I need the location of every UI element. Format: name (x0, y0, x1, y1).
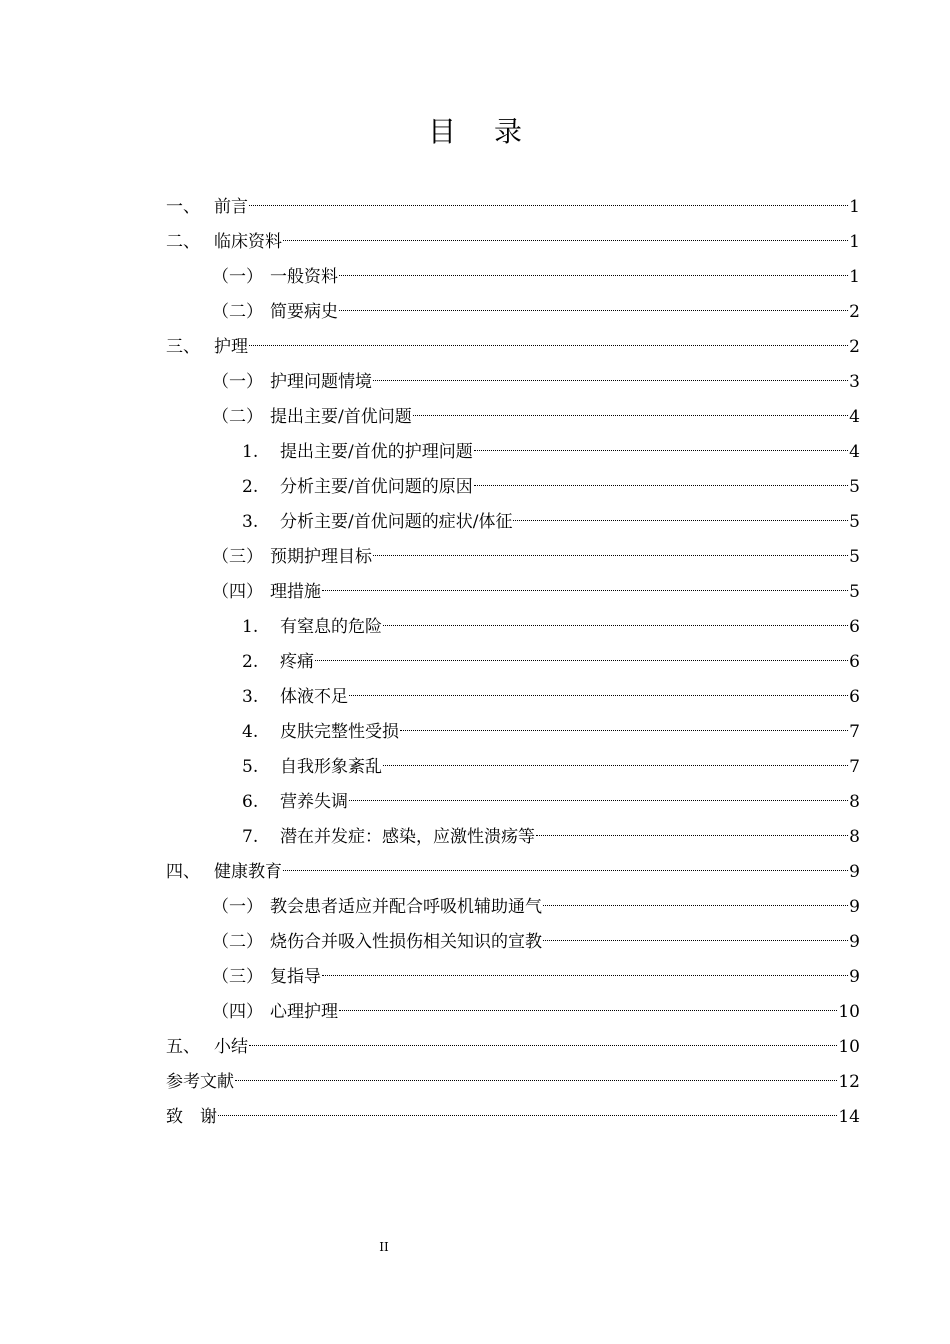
toc-entry[interactable] (166, 645, 860, 680)
toc-entry-title: 潜在并发症：感染，应激性溃疡等 (280, 827, 535, 847)
toc-entry-number: （四） (212, 1002, 263, 1022)
toc-entry[interactable] (166, 855, 860, 890)
dot-leader (349, 695, 848, 696)
toc-entry[interactable] (166, 330, 860, 365)
toc-entry-number: 5. (242, 757, 259, 777)
toc-entry-title: 烧伤合并吸入性损伤相关知识的宣教 (270, 932, 542, 952)
toc-entry-page: 9 (849, 932, 860, 952)
toc-entry-title: 参考文献 (166, 1072, 234, 1092)
toc-entry-page: 8 (849, 827, 860, 847)
dot-leader (249, 345, 848, 346)
toc-entry[interactable] (166, 365, 860, 400)
dot-leader (315, 660, 848, 661)
toc-entry[interactable] (166, 225, 860, 260)
toc-entry-number: （二） (212, 407, 263, 427)
toc-entry-title: 分析主要/首优问题的症状/体征 (280, 512, 513, 532)
toc-entry-number: （一） (212, 897, 263, 917)
toc-entry-title: 一般资料 (270, 267, 338, 287)
toc-entry-number: （四） (212, 582, 263, 602)
toc-entry-title: 复指导 (270, 967, 321, 987)
toc-entry-page: 3 (849, 372, 860, 392)
toc-entry-page: 1 (849, 267, 860, 287)
toc-entry[interactable] (166, 470, 860, 505)
toc-entry-page: 2 (849, 337, 860, 357)
toc-entry-number: 3. (242, 687, 259, 707)
toc-entry-page: 1 (849, 232, 860, 252)
toc-entry[interactable] (166, 785, 860, 820)
dot-leader (373, 380, 848, 381)
dot-leader (218, 1115, 837, 1116)
dot-leader (349, 800, 848, 801)
toc-entry-title: 简要病史 (270, 302, 338, 322)
page-number: II (379, 1240, 389, 1254)
dot-leader (513, 520, 848, 521)
toc-entry[interactable] (166, 575, 860, 610)
toc-entry-number: 1. (242, 442, 259, 462)
toc-entry[interactable] (166, 750, 860, 785)
toc-entry[interactable] (166, 610, 860, 645)
toc-entry-page: 4 (849, 407, 860, 427)
toc-entry-page: 1 (849, 197, 860, 217)
toc-entry-page: 10 (838, 1002, 860, 1022)
toc-entry-number: 4. (242, 722, 259, 742)
toc-entry-title: 提出主要/首优问题 (270, 407, 412, 427)
toc-entry-page: 14 (838, 1107, 860, 1127)
toc-entry[interactable] (166, 715, 860, 750)
toc-entry-page: 7 (849, 722, 860, 742)
toc-entry[interactable] (166, 260, 860, 295)
dot-leader (283, 870, 848, 871)
toc-entry-page: 9 (849, 862, 860, 882)
dot-leader (322, 975, 848, 976)
toc-entry[interactable] (166, 960, 860, 995)
toc-entry-page: 12 (838, 1072, 860, 1092)
toc-entry-page: 10 (838, 1037, 860, 1057)
toc-entry-page: 8 (849, 792, 860, 812)
toc-entry[interactable] (166, 295, 860, 330)
toc-entry-number: 2. (242, 652, 259, 672)
toc-entry[interactable] (166, 1100, 860, 1135)
toc-entry-number: 四、 (166, 862, 200, 882)
toc-entry-page: 9 (849, 897, 860, 917)
toc-entry-number: 6. (242, 792, 259, 812)
toc-entry-title: 教会患者适应并配合呼吸机辅助通气 (270, 897, 542, 917)
toc-entry-title: 预期护理目标 (270, 547, 372, 567)
dot-leader (383, 625, 848, 626)
toc-entry-page: 6 (849, 617, 860, 637)
dot-leader (474, 450, 848, 451)
dot-leader (249, 1045, 837, 1046)
dot-leader (283, 240, 848, 241)
toc-entry[interactable] (166, 995, 860, 1030)
toc-entry-page: 2 (849, 302, 860, 322)
toc-entry-page: 5 (849, 547, 860, 567)
toc-entry-page: 7 (849, 757, 860, 777)
dot-leader (383, 765, 848, 766)
toc-entry-page: 5 (849, 477, 860, 497)
toc-entry[interactable] (166, 1030, 860, 1065)
toc-entry[interactable] (166, 925, 860, 960)
dot-leader (339, 275, 848, 276)
dot-leader (249, 205, 848, 206)
dot-leader (536, 835, 848, 836)
toc-entry-number: 7. (242, 827, 259, 847)
toc-entry-title: 健康教育 (214, 862, 282, 882)
toc-entry-page: 6 (849, 687, 860, 707)
toc-entry-title: 临床资料 (214, 232, 282, 252)
toc-entry-title: 营养失调 (280, 792, 348, 812)
toc-entry-page: 5 (849, 582, 860, 602)
toc-entry-number: 2. (242, 477, 259, 497)
toc-entry-number: 1. (242, 617, 259, 637)
toc-entry-number: 二、 (166, 232, 200, 252)
toc-entry-title: 心理护理 (270, 1002, 338, 1022)
toc-entry[interactable] (166, 680, 860, 715)
dot-leader (543, 905, 848, 906)
toc-entry-title: 理措施 (270, 582, 321, 602)
dot-leader (413, 415, 848, 416)
dot-leader (339, 310, 848, 311)
toc-entry-number: 3. (242, 512, 259, 532)
toc-entry-title: 护理问题情境 (270, 372, 372, 392)
dot-leader (373, 555, 848, 556)
toc-title: 目录 (427, 115, 560, 148)
toc-entry-number: （三） (212, 547, 263, 567)
table-of-contents (166, 190, 860, 1135)
toc-entry-title: 皮肤完整性受损 (280, 722, 399, 742)
toc-entry-title: 有窒息的危险 (280, 617, 382, 637)
toc-entry-number: （一） (212, 267, 263, 287)
toc-entry-title: 护理 (214, 337, 248, 357)
toc-entry[interactable] (166, 540, 860, 575)
toc-entry[interactable] (166, 400, 860, 435)
toc-entry-number: （三） (212, 967, 263, 987)
toc-entry-number: （二） (212, 302, 263, 322)
toc-entry-title: 提出主要/首优的护理问题 (280, 442, 473, 462)
toc-entry-title: 体液不足 (280, 687, 348, 707)
toc-entry-title: 小结 (214, 1037, 248, 1057)
toc-entry[interactable] (166, 435, 860, 470)
toc-entry-page: 6 (849, 652, 860, 672)
toc-entry-number: （二） (212, 932, 263, 952)
toc-entry[interactable] (166, 190, 860, 225)
toc-entry[interactable] (166, 820, 860, 855)
toc-entry[interactable] (166, 505, 860, 540)
toc-entry-title: 自我形象紊乱 (280, 757, 382, 777)
toc-entry-page: 5 (849, 512, 860, 532)
dot-leader (400, 730, 848, 731)
toc-entry-title: 致 谢 (166, 1107, 217, 1127)
toc-entry-number: 三、 (166, 337, 200, 357)
dot-leader (322, 590, 848, 591)
toc-entry-number: 五、 (166, 1037, 200, 1057)
dot-leader (474, 485, 848, 486)
toc-entry-title: 疼痛 (280, 652, 314, 672)
dot-leader (339, 1010, 837, 1011)
toc-entry-title: 前言 (214, 197, 248, 217)
toc-entry-page: 4 (849, 442, 860, 462)
toc-entry-page: 9 (849, 967, 860, 987)
toc-entry[interactable] (166, 1065, 860, 1100)
toc-entry[interactable] (166, 890, 860, 925)
dot-leader (235, 1080, 837, 1081)
toc-entry-title: 分析主要/首优问题的原因 (280, 477, 473, 497)
toc-entry-number: 一、 (166, 197, 200, 217)
dot-leader (543, 940, 848, 941)
toc-entry-number: （一） (212, 372, 263, 392)
